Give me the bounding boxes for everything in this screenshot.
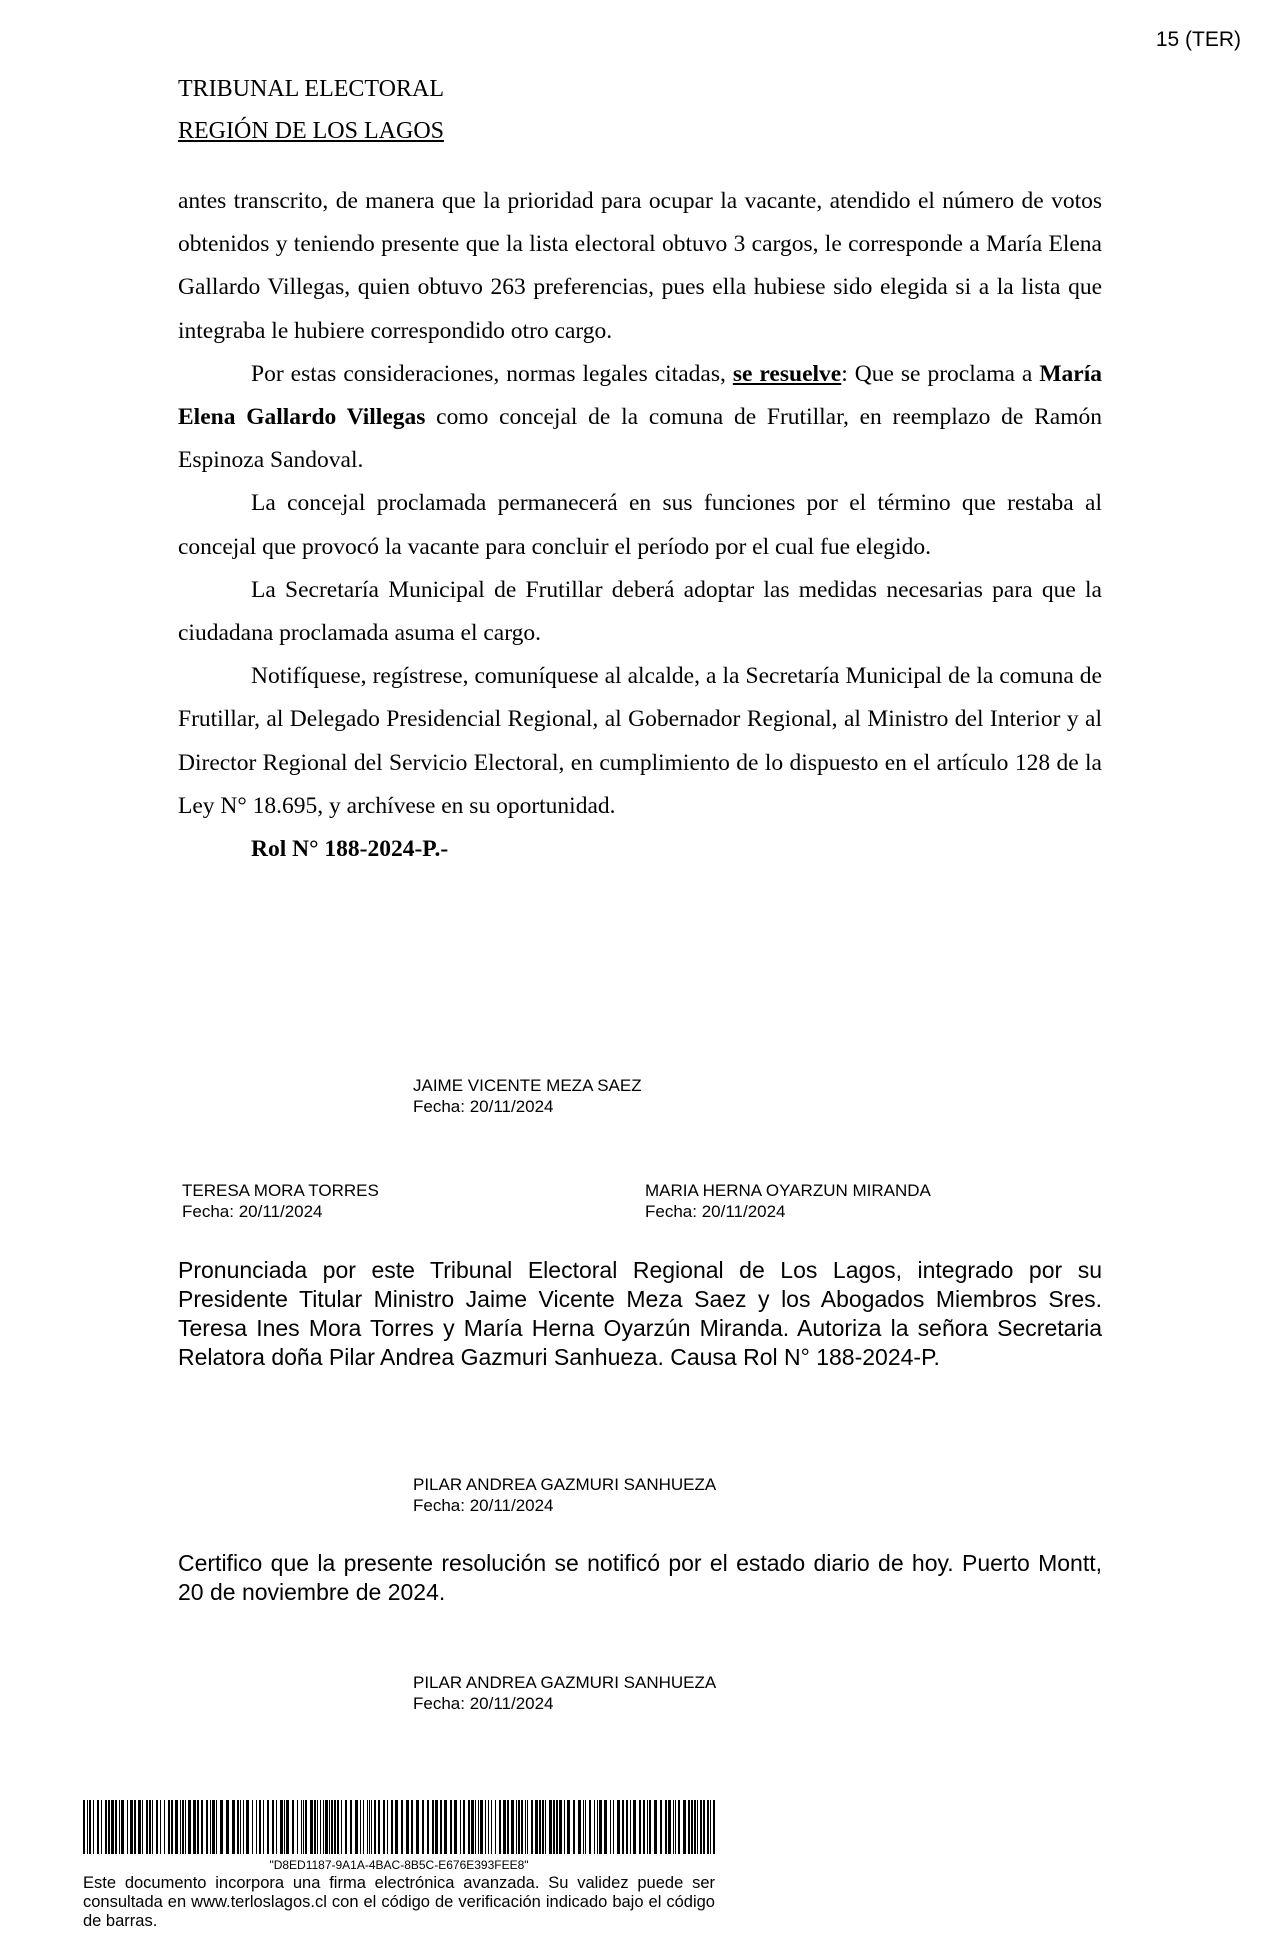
signature-date: Fecha: 20/11/2024	[182, 1202, 323, 1221]
signature-meza	[413, 1075, 642, 1117]
header-tribunal: TRIBUNAL ELECTORAL	[178, 76, 444, 102]
proclaimed-name: María Elena Gallardo Villegas	[178, 360, 1102, 431]
electronic-signature-note: Este documento incorpora una firma electrónica avanzada. Su validez puede ser consultada en www.terloslagos.cl con el código de verificación indicado bajo el código de barras.	[83, 1874, 715, 1930]
resuelve-end: como concejal de la comuna de Frutillar, en reemplazo de Ramón Espinoza Sandoval.	[178, 404, 1102, 474]
signature-date: Fecha: 20/11/2024	[413, 1694, 554, 1713]
signature-name: MARIA HERNA OYARZUN MIRANDA	[645, 1181, 931, 1200]
rol-number: Rol N° 188-2024-P.-	[251, 836, 449, 863]
page-number: 15 (TER)	[1155, 28, 1241, 51]
signature-date: Fecha: 20/11/2024	[413, 1097, 554, 1116]
paragraph-transcrito: antes transcrito, de manera que la prioridad para ocupar la vacante, atendido el número de votos obtenidos y teniendo presente que la lista electoral obtuvo 3 cargos, le corresponde a María Elena Gallardo Villegas, quien obtuvo 263 preferencias, pues ella hubiese sido elegida si a la lista que integraba le hubiere correspondido otro cargo.	[178, 188, 1102, 344]
signature-name: TERESA MORA TORRES	[182, 1181, 379, 1200]
resuelve-intro: Por estas consideraciones, normas legales citadas,	[251, 360, 733, 387]
header-region: REGIÓN DE LOS LAGOS	[178, 118, 444, 144]
signature-date: Fecha: 20/11/2024	[645, 1202, 786, 1221]
paragraph-resuelve	[178, 353, 1102, 483]
signature-name: PILAR ANDREA GAZMURI SANHUEZA	[413, 1673, 717, 1692]
resuelve-mid: : Que se proclama a	[841, 360, 1040, 387]
signature-gazmuri-1	[413, 1474, 716, 1516]
paragraph-secretaria: La Secretaría Municipal de Frutillar deberá adoptar las medidas necesarias para que la ciudadana proclamada asuma el cargo.	[178, 576, 1102, 647]
signature-mora	[182, 1180, 379, 1222]
resolution-body	[178, 180, 1102, 871]
signature-gazmuri-2	[413, 1672, 716, 1714]
paragraph-funciones: La concejal proclamada permanecerá en sus funciones por el término que restaba al concejal que provocó la vacante para concluir el período por el cual fue elegido.	[178, 490, 1102, 560]
paragraph-notifiquese: Notifíquese, regístrese, comuníquese al alcalde, a la Secretaría Municipal de la comuna de Frutillar, al Delegado Presidencial Regional, al Gobernador Regional, al Ministro del Interior y al Director Regional del Servicio Electoral, en cumplimiento de lo dispuesto en el artículo 128 de la Ley N° 18.695, y archívese en su oportunidad.	[178, 663, 1102, 819]
signature-name: PILAR ANDREA GAZMURI SANHUEZA	[413, 1475, 717, 1494]
signature-name: JAIME VICENTE MEZA SAEZ	[413, 1076, 642, 1095]
signature-oyarzun	[645, 1180, 931, 1222]
resuelve-keyword: se resuelve	[732, 360, 842, 387]
signature-date: Fecha: 20/11/2024	[413, 1496, 554, 1515]
verification-code: "D8ED1187-9A1A-4BAC-8B5C-E676E393FEE8"	[269, 1858, 529, 1872]
pronunciada-paragraph: Pronunciada por este Tribunal Electoral Regional de Los Lagos, integrado por su Presidente Titular Ministro Jaime Vicente Meza Saez y los Abogados Miembros Sres. Teresa Ines Mora Torres y María Herna Oyarzún Miranda. Autoriza la señora Secretaria Relatora doña Pilar Andrea Gazmuri Sanhueza. Causa Rol N° 188-2024-P.	[178, 1257, 1102, 1370]
certifico-paragraph: Certifico que la presente resolución se notificó por el estado diario de hoy. Puerto Montt, 20 de noviembre de 2024.	[178, 1550, 1102, 1605]
barcode-image	[83, 1800, 715, 1854]
